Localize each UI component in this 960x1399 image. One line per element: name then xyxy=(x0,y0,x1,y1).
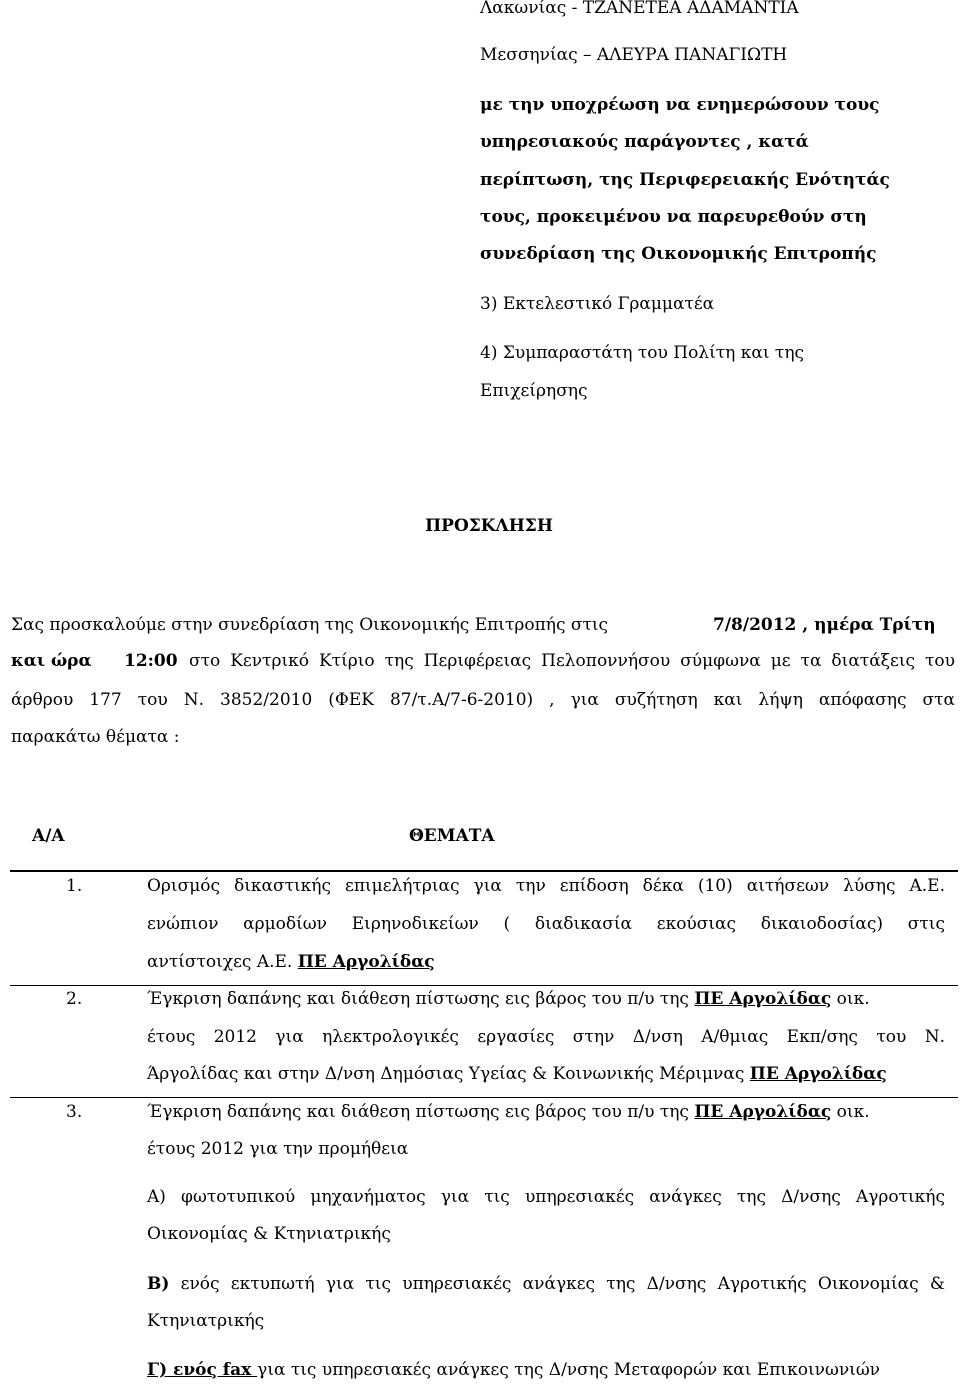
row-2-text: Άργολίδας και στην Δ/νση Δημόσιας Υγείας & Κοινωνικής Μέριμνας xyxy=(147,1064,750,1084)
invitation-title: ΠΡΟΣΚΛΗΣΗ xyxy=(425,516,553,536)
invitation-line-4: παρακάτω θέματα : xyxy=(11,727,180,747)
invitation-line-3: άρθρου 177 του Ν. 3852/2010 (ΦΕΚ 87/τ.Α/7-6-2010) , για συζήτηση και λήψη απόφασης στα xyxy=(11,690,955,710)
recipient-lakonia: Λακωνίας - ΤΖΑΝΕΤΕΑ ΑΔΑΜΑΝΤΙΑ xyxy=(480,0,799,18)
row-2-line-1 xyxy=(147,991,870,1008)
sub-c-label: Γ) ενός fax xyxy=(147,1360,258,1380)
row-3-line-2: έτους 2012 για την προμήθεια xyxy=(147,1139,409,1159)
row-2-end: οικ. xyxy=(831,989,870,1009)
pe-argolidas: ΠΕ Αργολίδας xyxy=(297,952,435,972)
row-1-line-3 xyxy=(147,954,435,971)
sub-c-text: για τις υπηρεσιακές ανάγκες της Δ/νσης Μεταφορών και Επικοινωνιών xyxy=(257,1360,881,1380)
time-label: και ώρα xyxy=(11,651,92,671)
invitation-line-2: στο Κεντρικό Κτίριο της Περιφέρειας Πελοποννήσου σύμφωνα με τα διατάξεις του xyxy=(189,651,955,671)
recipient-item-3: 3) Εκτελεστικό Γραμματέα xyxy=(480,294,715,314)
row-2-line-3 xyxy=(147,1066,887,1083)
column-header-themata: ΘΕΜΑΤΑ xyxy=(409,826,495,846)
row-2-line-2: έτους 2012 για ηλεκτρολογικές εργασίες στην Δ/νση Α/θμιας Εκπ/σης του Ν. xyxy=(147,1027,945,1047)
row-3-sub-c xyxy=(147,1362,880,1379)
obligation-line: με την υποχρέωση να ενημερώσουν τους xyxy=(480,95,880,115)
row-number: 1. xyxy=(66,876,83,896)
sub-b-text: ενός εκτυπωτή για τις υπηρεσιακές ανάγκες της Δ/νσης Αγροτικής Οικονομίας & xyxy=(169,1274,945,1294)
pe-argolidas: ΠΕ Αργολίδας xyxy=(749,1064,887,1084)
row-3-sub-b-line-1 xyxy=(147,1276,945,1293)
row-2-text: Έγκριση δαπάνης και διάθεση πίστωσης εις βάρος του π/υ της xyxy=(147,989,695,1009)
table-rule xyxy=(10,985,958,986)
row-number: 3. xyxy=(66,1102,83,1122)
recipient-item-4: 4) Συμπαραστάτη του Πολίτη και της xyxy=(480,343,805,363)
table-rule xyxy=(10,1097,958,1098)
column-header-aa: Α/Α xyxy=(32,826,65,846)
row-3-sub-a-line-2: Οικονομίας & Κτηνιατρικής xyxy=(147,1224,391,1244)
row-3-end: οικ. xyxy=(831,1102,870,1122)
row-3-text: Έγκριση δαπάνης και διάθεση πίστωσης εις βάρος του π/υ της xyxy=(147,1102,695,1122)
pe-argolidas: ΠΕ Αργολίδας xyxy=(694,1102,832,1122)
recipient-messinia: Μεσσηνίας – ΑΛΕΥΡΑ ΠΑΝΑΓΙΩΤΗ xyxy=(480,45,788,65)
obligation-line: συνεδρίαση της Οικονομικής Επιτροπής xyxy=(480,244,877,264)
recipient-item-4-cont: Επιχείρησης xyxy=(480,381,588,401)
meeting-date: 7/8/2012 , ημέρα Τρίτη xyxy=(713,615,936,635)
row-1-line-2: ενώπιον αρμοδίων Ειρηνοδικείων ( διαδικασία εκούσιας δικαιοδοσίας) στις xyxy=(147,914,945,934)
meeting-time: 12:00 xyxy=(124,651,178,671)
row-3-sub-b-line-2: Κτηνιατρικής xyxy=(147,1311,265,1331)
invitation-line-1: Σας προσκαλούμε στην συνεδρίαση της Οικονομικής Επιτροπής στις xyxy=(11,615,609,635)
obligation-line: τους, προκειμένου να παρευρεθούν στη xyxy=(480,207,867,227)
sub-b-label: Β) xyxy=(147,1274,170,1294)
obligation-line: υπηρεσιακούς παράγοντες , κατά xyxy=(480,132,809,152)
row-1-text: αντίστοιχες Α.Ε. xyxy=(147,952,298,972)
row-3-line-1 xyxy=(147,1104,870,1121)
row-1-line-1: Ορισμός δικαστικής επιμελήτριας για την επίδοση δέκα (10) αιτήσεων λύσης Α.Ε. xyxy=(147,876,945,896)
obligation-line: περίπτωση, της Περιφερειακής Ενότητάς xyxy=(480,170,890,190)
table-rule xyxy=(10,870,958,872)
pe-argolidas: ΠΕ Αργολίδας xyxy=(694,989,832,1009)
row-number: 2. xyxy=(66,989,83,1009)
row-3-sub-a-line-1: Α) φωτοτυπικού μηχανήματος για τις υπηρεσιακές ανάγκες της Δ/νσης Αγροτικής xyxy=(147,1187,945,1207)
